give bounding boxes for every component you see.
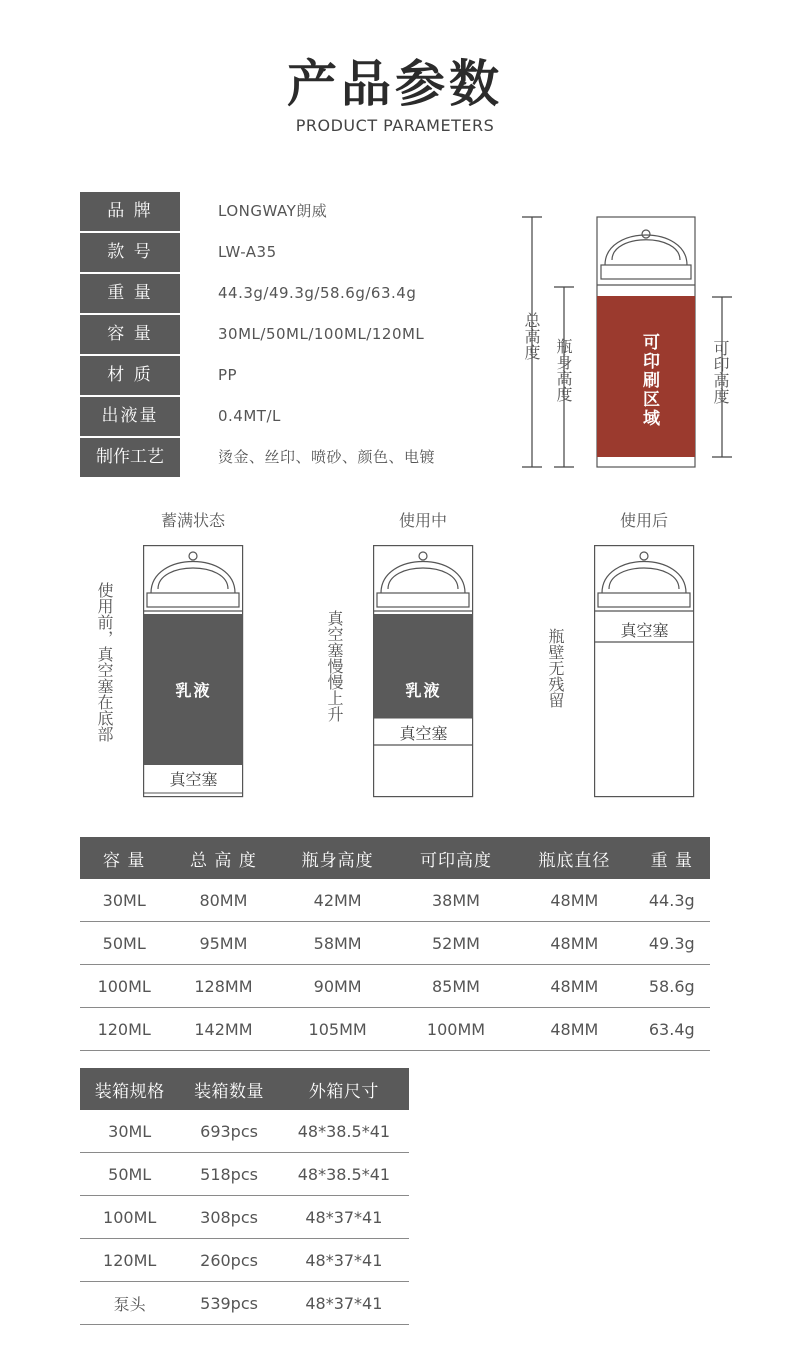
spec-label: 品 牌: [80, 192, 180, 231]
table-header-cell: 瓶身高度: [278, 837, 396, 879]
stage-note-after: 瓶壁无残留: [546, 628, 565, 708]
piston-label: 真空塞: [169, 770, 218, 789]
table-cell: 63.4g: [634, 1008, 710, 1051]
stage-note-full: 使用前，真空塞在底部: [95, 582, 114, 742]
table-header-cell: 装箱数量: [179, 1068, 278, 1110]
spec-row-brand: [80, 192, 500, 231]
table-header-cell: 装箱规格: [80, 1068, 179, 1110]
table-cell: 48*37*41: [279, 1239, 409, 1282]
table-cell: 58MM: [278, 922, 396, 965]
table-cell: 38MM: [397, 879, 515, 922]
page-subtitle: PRODUCT PARAMETERS: [295, 116, 495, 135]
table-row: [80, 1282, 409, 1325]
table-header-cell: 总 高 度: [168, 837, 278, 879]
spec-value: 烫金、丝印、喷砂、颜色、电镀: [218, 448, 436, 466]
table-cell: 100ML: [80, 1196, 179, 1239]
table-cell: 30ML: [80, 879, 168, 922]
table-cell: 142MM: [168, 1008, 278, 1051]
table-cell: 105MM: [278, 1008, 396, 1051]
liquid-fill: [374, 614, 473, 718]
table-row: [80, 879, 710, 922]
table-header-row: [80, 1068, 409, 1110]
bottle-after-state: [594, 545, 695, 798]
table-row: [80, 922, 710, 965]
table-cell: 44.3g: [634, 879, 710, 922]
table-header-cell: 外箱尺寸: [279, 1068, 409, 1110]
spec-label: 容 量: [80, 315, 180, 354]
table-header-cell: 瓶底直径: [515, 837, 633, 879]
table-cell: 42MM: [278, 879, 396, 922]
spec-value: 44.3g/49.3g/58.6g/63.4g: [218, 284, 417, 302]
dimensions-table: [80, 837, 710, 1051]
spec-label: 材 质: [80, 356, 180, 395]
table-cell: 49.3g: [634, 922, 710, 965]
table-cell: 30ML: [80, 1110, 179, 1153]
table-row: [80, 1153, 409, 1196]
print-height-label: 可印高度: [711, 340, 730, 404]
table-cell: 48MM: [515, 922, 633, 965]
spec-row-process: [80, 438, 500, 477]
stage-title-inuse: 使用中: [398, 511, 447, 530]
table-cell: 308pcs: [179, 1196, 278, 1239]
table-cell: 52MM: [397, 922, 515, 965]
liquid-label: 乳液: [175, 681, 212, 700]
bottle-inuse-state: [373, 545, 474, 798]
table-header-cell: 容 量: [80, 837, 168, 879]
table-row: [80, 1008, 710, 1051]
table-cell: 48*37*41: [279, 1196, 409, 1239]
table-header-cell: 可印高度: [397, 837, 515, 879]
table-cell: 128MM: [168, 965, 278, 1008]
spec-row-model: [80, 233, 500, 272]
spec-row-material: [80, 356, 500, 395]
liquid-label: 乳液: [405, 681, 442, 700]
piston-label: 真空塞: [620, 621, 669, 640]
spec-value: 30ML/50ML/100ML/120ML: [218, 325, 425, 343]
spec-label: 制作工艺: [80, 438, 180, 477]
spec-row-output: [80, 397, 500, 436]
table-row: [80, 965, 710, 1008]
table-cell: 48MM: [515, 879, 633, 922]
bottle-full-state: [143, 545, 244, 798]
table-cell: 100ML: [80, 965, 168, 1008]
table-cell: 95MM: [168, 922, 278, 965]
table-cell: 693pcs: [179, 1110, 278, 1153]
spec-row-weight: [80, 274, 500, 313]
table-cell: 100MM: [397, 1008, 515, 1051]
table-cell: 48*37*41: [279, 1282, 409, 1325]
print-area-label: 可印刷区域: [639, 333, 659, 428]
body-height-label: 瓶身高度: [554, 338, 573, 402]
table-cell: 泵头: [80, 1282, 179, 1325]
table-cell: 260pcs: [179, 1239, 278, 1282]
stage-title-full: 蓄满状态: [160, 511, 225, 530]
table-cell: 518pcs: [179, 1153, 278, 1196]
piston-label: 真空塞: [399, 724, 448, 743]
table-cell: 48MM: [515, 1008, 633, 1051]
spec-value: PP: [218, 366, 238, 384]
table-cell: 85MM: [397, 965, 515, 1008]
spec-value: 0.4MT/L: [218, 407, 281, 425]
table-cell: 90MM: [278, 965, 396, 1008]
table-header-cell: 重 量: [634, 837, 710, 879]
table-header-row: [80, 837, 710, 879]
table-cell: 58.6g: [634, 965, 710, 1008]
spec-label: 出液量: [80, 397, 180, 436]
spec-label: 款 号: [80, 233, 180, 272]
table-row: [80, 1196, 409, 1239]
total-height-label: 总高度: [522, 312, 541, 360]
table-cell: 120ML: [80, 1239, 179, 1282]
stage-note-inuse: 真空塞慢慢上升: [325, 610, 344, 722]
page-title: 产品参数: [287, 55, 503, 113]
spec-row-capacity: [80, 315, 500, 354]
table-cell: 50ML: [80, 922, 168, 965]
table-cell: 120ML: [80, 1008, 168, 1051]
table-cell: 80MM: [168, 879, 278, 922]
spec-value: LW-A35: [218, 243, 277, 261]
table-cell: 50ML: [80, 1153, 179, 1196]
table-cell: 539pcs: [179, 1282, 278, 1325]
stage-title-after: 使用后: [619, 511, 668, 530]
spec-label: 重 量: [80, 274, 180, 313]
spec-value: LONGWAY朗威: [218, 202, 328, 220]
table-row: [80, 1110, 409, 1153]
table-cell: 48*38.5*41: [279, 1153, 409, 1196]
table-row: [80, 1239, 409, 1282]
table-cell: 48*38.5*41: [279, 1110, 409, 1153]
packing-table: [80, 1068, 409, 1325]
table-cell: 48MM: [515, 965, 633, 1008]
